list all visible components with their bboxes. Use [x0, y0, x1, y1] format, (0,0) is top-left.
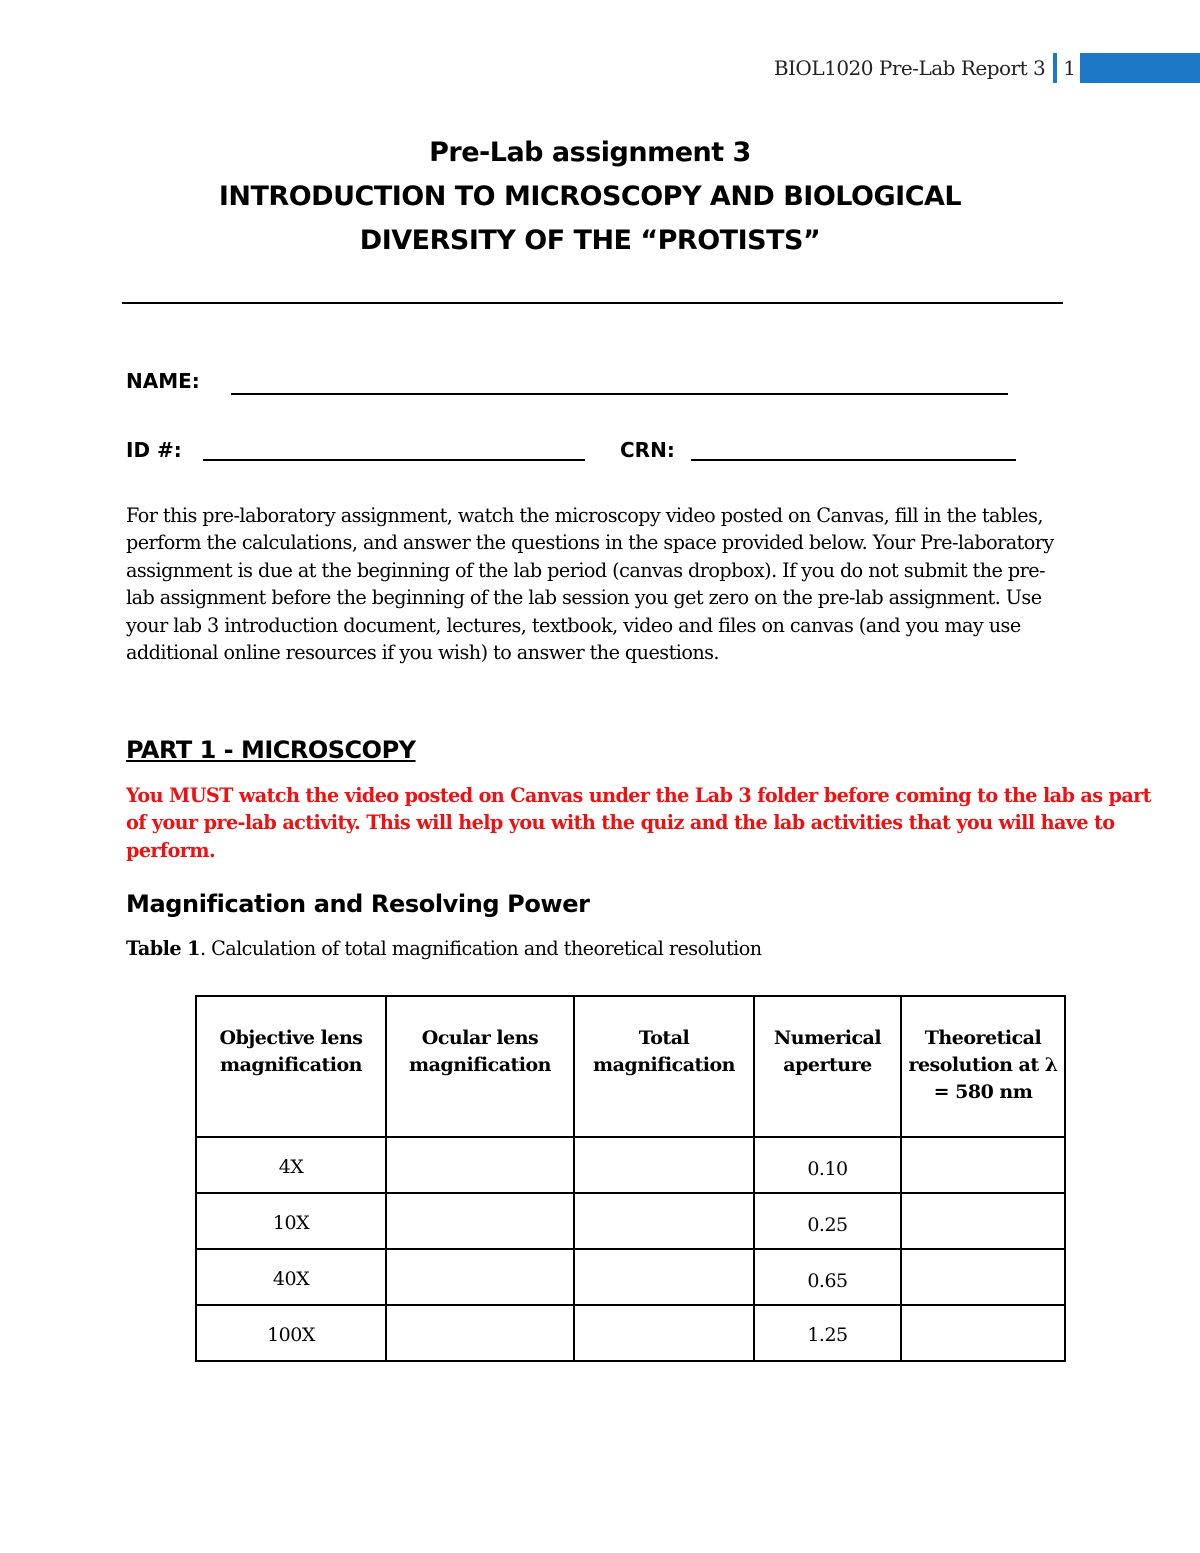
cell-ocular[interactable]	[386, 1137, 574, 1193]
table-row	[196, 1137, 1065, 1193]
table-caption	[126, 937, 762, 960]
cell-ocular[interactable]	[386, 1193, 574, 1249]
cell-objective: 100X	[196, 1305, 386, 1361]
id-field[interactable]	[203, 459, 585, 461]
cell-resolution[interactable]	[901, 1305, 1065, 1361]
cell-aperture: 1.25	[754, 1305, 901, 1361]
header-resolution: Theoretical resolution at λ = 580 nm	[901, 996, 1065, 1137]
part1-heading: PART 1 - MICROSCOPY	[126, 736, 416, 764]
video-warning: You MUST watch the video posted on Canvas under the Lab 3 folder before coming to the lab as part of your pre-lab activity. This will help you with the quiz and the lab activities that you will have to perform.	[126, 784, 1151, 862]
crn-label: CRN:	[620, 438, 675, 462]
crn-field[interactable]	[691, 459, 1016, 461]
header-separator	[1053, 53, 1057, 83]
cell-aperture: 0.25	[754, 1193, 901, 1249]
table-row	[196, 1193, 1065, 1249]
running-title: BIOL1020 Pre-Lab Report 3	[773, 56, 1046, 80]
section-heading: Magnification and Resolving Power	[126, 890, 590, 918]
cell-objective: 4X	[196, 1137, 386, 1193]
cell-objective: 10X	[196, 1193, 386, 1249]
name-field[interactable]	[231, 393, 1008, 395]
header-total: Total magnification	[574, 996, 754, 1137]
table-header-row	[196, 996, 1065, 1137]
table-caption-label: Table 1	[126, 937, 200, 960]
title-divider	[122, 302, 1063, 304]
table-caption-text: . Calculation of total magnification and theoretical resolution	[199, 937, 762, 960]
document-subtitle-line1: INTRODUCTION TO MICROSCOPY AND BIOLOGICAL	[218, 181, 962, 212]
cell-objective: 40X	[196, 1249, 386, 1305]
cell-total[interactable]	[574, 1249, 754, 1305]
cell-resolution[interactable]	[901, 1137, 1065, 1193]
id-label: ID #:	[126, 438, 182, 462]
cell-ocular[interactable]	[386, 1249, 574, 1305]
document-title: Pre-Lab assignment 3	[429, 137, 751, 168]
header-ocular: Ocular lens magnification	[386, 996, 574, 1137]
running-header	[774, 52, 1200, 84]
name-label: NAME:	[126, 369, 200, 393]
page-number: 1	[1063, 56, 1076, 80]
magnification-table	[195, 995, 1066, 1362]
header-accent-bar	[1080, 53, 1200, 83]
cell-aperture: 0.10	[754, 1137, 901, 1193]
table-row	[196, 1249, 1065, 1305]
instructions-paragraph: For this pre-laboratory assignment, watch the microscopy video posted on Canvas, fill in the tables, perform the calculations, and answer the questions in the space provided below. Your Pre-laboratory assignment is due at the beginning of the lab period (canvas dropbox). If you do not submit the pre-lab assignment before the beginning of the lab session you get zero on the pre-lab assignment. Use your lab 3 introduction document, lectures, textbook, video and files on canvas (and you may use additional online resources if you wish) to answer the questions.	[126, 504, 1054, 665]
cell-ocular[interactable]	[386, 1305, 574, 1361]
cell-total[interactable]	[574, 1305, 754, 1361]
table-row	[196, 1305, 1065, 1361]
header-aperture: Numerical aperture	[754, 996, 901, 1137]
document-subtitle-line2: DIVERSITY OF THE “PROTISTS”	[359, 225, 821, 256]
header-objective: Objective lens magnification	[196, 996, 386, 1137]
cell-resolution[interactable]	[901, 1249, 1065, 1305]
cell-resolution[interactable]	[901, 1193, 1065, 1249]
cell-total[interactable]	[574, 1193, 754, 1249]
cell-total[interactable]	[574, 1137, 754, 1193]
cell-aperture: 0.65	[754, 1249, 901, 1305]
